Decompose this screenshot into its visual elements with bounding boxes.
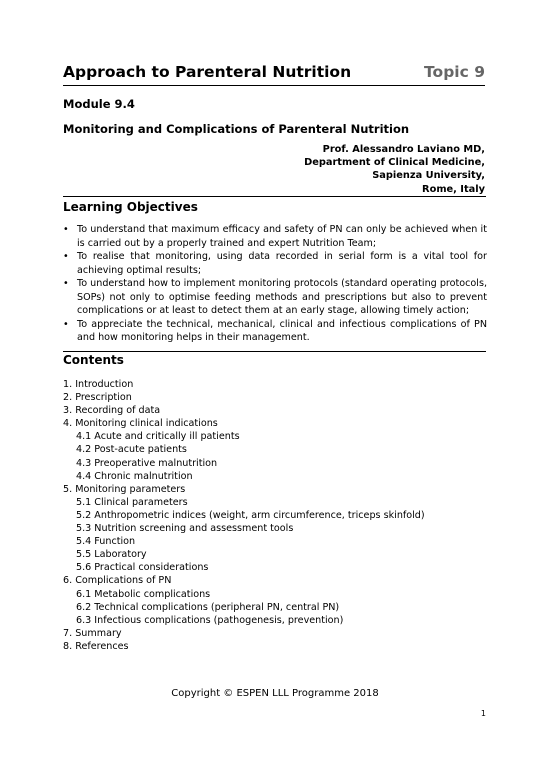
module-title: Monitoring and Complications of Parenteral Nutrition	[63, 122, 410, 136]
bullet-icon: •	[63, 224, 69, 235]
copyright-footer: Copyright © ESPEN LLL Programme 2018	[171, 688, 379, 699]
bullet-icon: •	[63, 318, 69, 330]
objective-text: To realise that monitoring, using data recorded in serial form is a vital tool for achieving optimal results;	[77, 251, 487, 276]
contents-subitem: 5.6 Practical considerations	[76, 562, 209, 574]
contents-subitem: 5.1 Clinical parameters	[76, 496, 188, 508]
contents-item: 8. References	[63, 640, 129, 652]
contents-item: 7. Summary	[63, 627, 122, 639]
divider	[63, 351, 486, 352]
list-item	[63, 318, 487, 345]
contents-item: 6. Complications of PN	[63, 575, 172, 587]
divider	[63, 196, 486, 197]
list-item	[63, 277, 487, 318]
contents-subitem: 5.2 Anthropometric indices (weight, arm circumference, triceps skinfold)	[76, 509, 425, 521]
bullet-icon: •	[63, 251, 69, 262]
contents-subitem: 5.5 Laboratory	[76, 549, 147, 561]
contents-item: 1. Introduction	[63, 379, 134, 390]
objective-text: To understand that maximum efficacy and safety of PN can only be achieved when it is carried out by a properly trained and expert Nutrition Team;	[77, 224, 487, 249]
page-header	[63, 63, 485, 86]
objective-text: To understand how to implement monitoring protocols (standard operating protocols, SOPs) not only to optimise feeding methods and prescriptions but also to prevent complications or at least to detect them at an early stage, allowing timely action;	[77, 278, 487, 316]
author-line: Department of Clinical Medicine,	[304, 157, 485, 169]
contents-list	[63, 378, 425, 653]
contents-subitem: 6.2 Technical complications (peripheral PN, central PN)	[76, 601, 340, 613]
objective-text: To appreciate the technical, mechanical, clinical and infectious complications of PN and how monitoring helps in their management.	[77, 318, 487, 343]
author-block	[304, 143, 485, 196]
contents-subitem: 5.3 Nutrition screening and assessment tools	[76, 523, 294, 535]
contents-item: 3. Recording of data	[63, 405, 161, 417]
contents-subitem: 6.1 Metabolic complications	[76, 588, 211, 600]
page-number: 1	[480, 709, 486, 718]
list-item	[63, 250, 487, 277]
author-line: Sapienza University,	[372, 170, 485, 182]
course-title: Approach to Parenteral Nutrition	[63, 63, 352, 81]
contents-item: 5. Monitoring parameters	[63, 483, 186, 495]
objectives-heading: Learning Objectives	[63, 200, 198, 214]
contents-subitem: 6.3 Infectious complications (pathogenesis, prevention)	[76, 614, 344, 626]
module-number: Module 9.4	[63, 97, 135, 111]
list-item	[63, 223, 487, 250]
contents-heading: Contents	[63, 353, 124, 367]
contents-subitem: 4.4 Chronic malnutrition	[76, 470, 193, 482]
contents-subitem: 5.4 Function	[76, 536, 136, 548]
contents-item: 4. Monitoring clinical indications	[63, 418, 218, 430]
bullet-icon: •	[63, 278, 69, 289]
contents-subitem: 4.2 Post-acute patients	[76, 444, 187, 456]
objectives-list	[63, 223, 487, 345]
contents-subitem: 4.1 Acute and critically ill patients	[76, 431, 240, 443]
author-line: Prof. Alessandro Laviano MD,	[322, 144, 485, 155]
contents-item: 2. Prescription	[63, 392, 132, 404]
topic-label: Topic 9	[424, 63, 485, 81]
author-line: Rome, Italy	[422, 183, 485, 195]
contents-subitem: 4.3 Preoperative malnutrition	[76, 457, 218, 469]
